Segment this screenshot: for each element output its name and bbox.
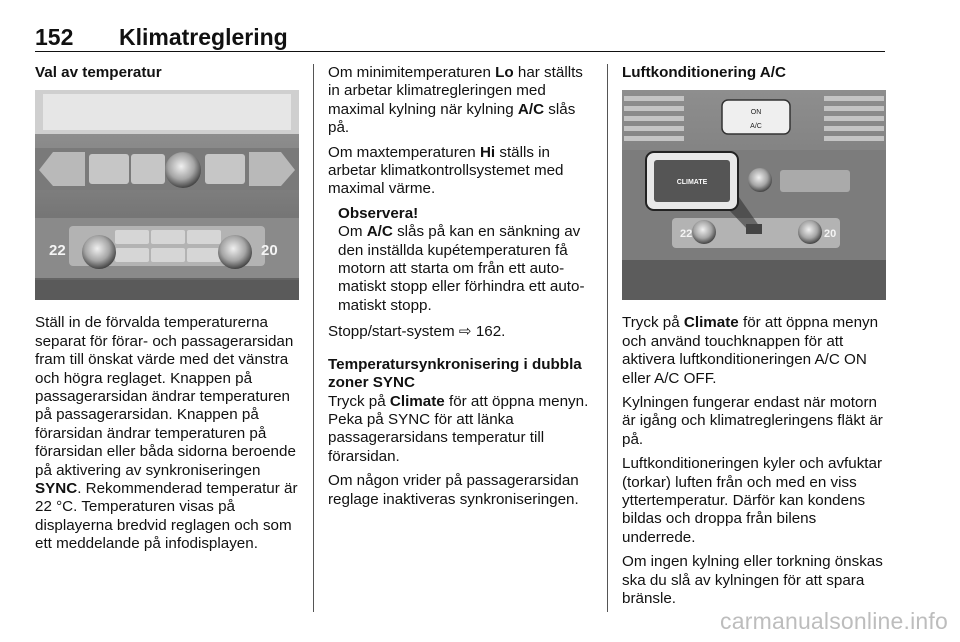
ac-paragraph-1: Tryck på Climate för att öppna menyn och använd touchknappen för att aktivera luftkonditioneringen A/C ON eller A/C OFF. — [622, 314, 879, 387]
left-temp-display: 22 — [49, 242, 66, 260]
temperature-paragraph: Ställ in de förvalda temperaturerna separat för förar- och passagerarsidan fram till önskat värde med det vänstra och högra reglaget. Knappen på passagerarsidan ändrar temperaturen på passagerarsidan. Knappen på förarsidan ändrar temperaturen på förarsidan eller båda sidorna beroende på aktivering av synkroniseringen SYNC. Rekommenderad temperatur är 22 °C. Temperaturen visas på displayerna bredvid reglagen och som ett meddelande på infodisplayen. — [35, 314, 298, 553]
sync-paragraph: Tryck på Climate för att öppna menyn. Peka på SYNC för att länka passagerarsidans temperatur till förarsidan. — [328, 392, 589, 465]
column-divider — [313, 64, 314, 612]
column-3 — [622, 64, 888, 615]
section-heading-temperature: Val av temperatur — [35, 64, 162, 81]
note-block: Observera! Om A/C slås på kan en sänkning av den inställda kupétemperaturen få motorn att starta om från ett automatiskt stopp eller förhindra ett automatiskt stopp. — [338, 204, 585, 314]
ac-paragraph-4: Om ingen kylning eller torkning önskas ska du slå av kylningen för att spara bränsle. — [622, 553, 883, 608]
stop-start-reference[interactable]: Stopp/start-system ⇨ 162. — [328, 323, 506, 341]
section-heading-sync: Temperatursynkronisering i dubbla zoner SYNC — [328, 355, 582, 392]
ac-right-temp: 20 — [824, 228, 837, 241]
climate-button-label: CLIMATE — [676, 179, 708, 187]
ac-paragraph-3: Luftkonditioneringen kyler och avfuktar (torkar) luften från och med en viss yttertemperatur. Därför kan kondens bildas och droppa från bilens underrede. — [622, 455, 883, 546]
ac-controls-figure — [622, 90, 886, 300]
right-temp-display: 20 — [261, 242, 278, 260]
temperature-controls-figure — [35, 90, 299, 300]
arrow-icon: ⇨ — [458, 323, 472, 341]
ac-button-label: A/C — [750, 123, 762, 131]
sync-disable-paragraph: Om någon vrider på passagerarsidan reglage inaktiveras synkroniseringen. — [328, 472, 579, 508]
on-button-label: ON — [750, 109, 762, 117]
ac-paragraph-2: Kylningen fungerar endast när motorn är igång och klimatregleringens fläkt är på. — [622, 394, 883, 448]
section-heading-ac: Luftkonditionering A/C — [622, 64, 786, 81]
page-number: 152 — [35, 24, 74, 50]
lo-paragraph: Om minimitemperaturen Lo har ställts in arbetar klimatregleringen med maximal kylning när kylning A/C slås på. — [328, 64, 583, 137]
ac-left-temp: 22 — [680, 228, 693, 241]
column-divider — [607, 64, 608, 612]
watermark: carmanualsonline.info — [720, 608, 948, 634]
hi-paragraph: Om maxtemperaturen Hi ställs in arbetar klimatkontrollsystemet med maximal värme. — [328, 143, 564, 198]
chapter-title: Klimatreglering — [119, 24, 288, 50]
column-1 — [35, 64, 299, 560]
page-header — [35, 14, 885, 52]
note-title: Observera! — [338, 204, 419, 222]
column-2 — [328, 64, 596, 515]
